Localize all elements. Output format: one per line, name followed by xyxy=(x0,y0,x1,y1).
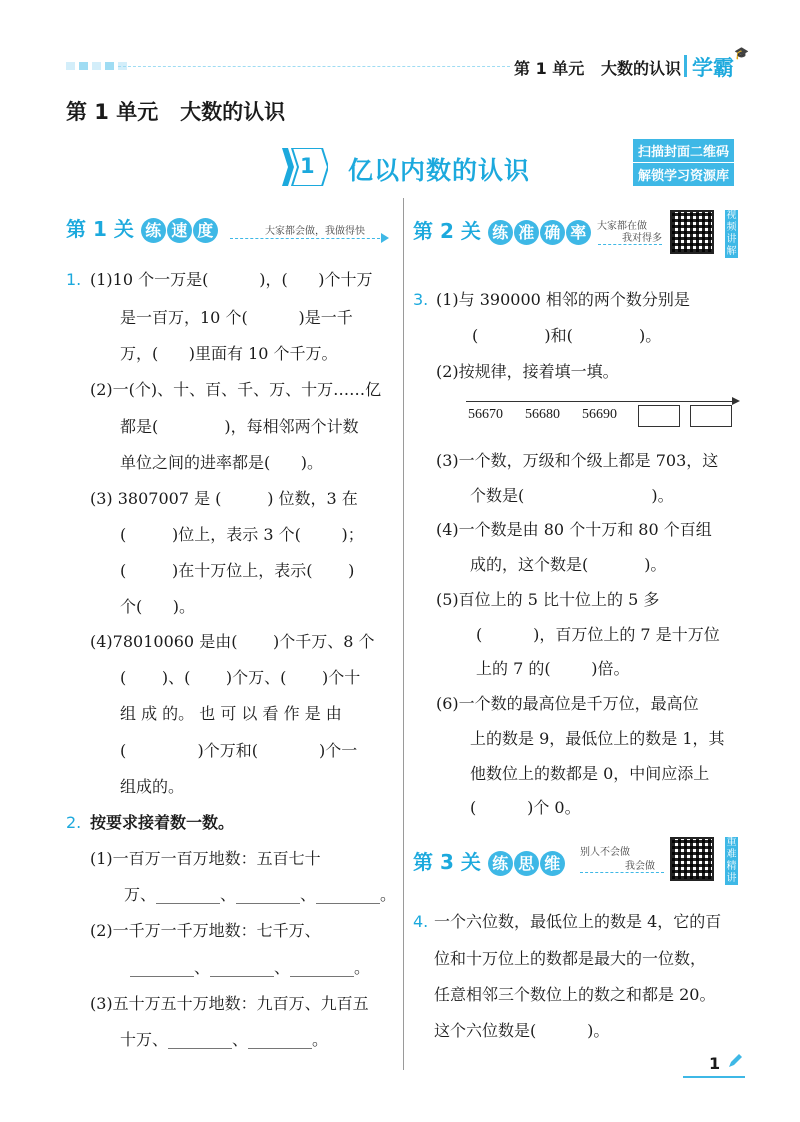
q1-line: ( )在十万位上，表示( ) xyxy=(120,561,355,580)
section-title: 亿以内数的认识 xyxy=(348,156,531,185)
q3-line: (5)百位上的 5 比十位上的 5 多 xyxy=(436,590,660,609)
level-3-tagline-2: 我会做 xyxy=(625,861,655,872)
q1-line: (4)78010060 是由( )个千万、8 个 xyxy=(90,632,375,651)
q2-line: (2)一千万一千万地数：七千万、 xyxy=(90,921,321,940)
level-1-title xyxy=(66,213,219,243)
question-number: 1. xyxy=(66,270,82,289)
q1-line: ( )、( )个万、( )个十 xyxy=(120,668,361,687)
answer-box[interactable] xyxy=(690,405,732,427)
q2-line: (1)一百万一百万地数：五百七十 xyxy=(90,849,321,868)
unit-title: 第 1 单元 大数的认识 xyxy=(66,100,286,124)
pencil-icon xyxy=(726,1052,744,1070)
q1-line: 个( )。 xyxy=(120,597,196,616)
q1-line: (3) 3807007 是 ( ) 位数，3 在 xyxy=(90,489,358,508)
answer-box[interactable] xyxy=(638,405,680,427)
q3-line: 他数位上的数都是 0，中间应添上 xyxy=(470,764,710,783)
page-number: 1 xyxy=(709,1054,721,1073)
level-1-chip: 度 xyxy=(193,218,218,243)
qr-code-icon[interactable] xyxy=(670,210,714,254)
question-number: 2. xyxy=(66,813,82,832)
level-3-title xyxy=(413,846,566,876)
level-2-tagline-2: 我对得多 xyxy=(622,233,662,244)
q1-line: (2)一(个)、十、百、千、万、十万……亿 xyxy=(90,380,382,399)
level-2-chip: 确 xyxy=(540,220,565,245)
q3-line: 个数是( )。 xyxy=(470,486,674,505)
qr-side-label-video: 视频讲解 xyxy=(726,210,737,257)
level-1-tagline: 大家都会做，我做得快 xyxy=(265,226,365,237)
q4-line: 任意相邻三个数位上的数之和都是 20。 xyxy=(434,985,716,1004)
q1-line: ( )位上，表示 3 个( )； xyxy=(120,525,364,544)
q1-line: 是一百万，10 个( )是一千 xyxy=(120,308,353,327)
q3-line: ( )个 0。 xyxy=(470,798,581,817)
q3-line: (4)一个数是由 80 个十万和 80 个百组 xyxy=(436,520,712,539)
level-2-chip: 练 xyxy=(488,220,513,245)
number-line-arrowhead xyxy=(732,397,740,405)
number-line-label: 56690 xyxy=(582,407,617,422)
column-divider xyxy=(403,198,404,1070)
q3-line: (1)与 390000 相邻的两个数分别是 xyxy=(436,290,690,309)
level-1-chip: 速 xyxy=(167,218,192,243)
level-1-dashed-rule xyxy=(230,238,380,239)
level-2-prefix: 第 2 关 xyxy=(413,219,481,243)
brand-logo: 学霸 xyxy=(692,56,734,80)
q3-line: ( )，百万位上的 7 是十万位 xyxy=(476,625,720,644)
q2-line: (3)五十万五十万地数：九百万、九百五 xyxy=(90,994,369,1013)
q3-line: 上的数是 9，最低位上的数是 1，其 xyxy=(470,729,725,748)
q1-line: 组 成 的。 也 可 以 看 作 是 由 xyxy=(120,704,342,723)
level-3-chip: 思 xyxy=(514,851,539,876)
level-2-chip: 率 xyxy=(566,220,591,245)
q4-line: 位和十万位上的数都是最大的一位数， xyxy=(434,949,707,968)
q3-line: ( )和( )。 xyxy=(472,326,662,345)
qr-side-label-lesson: 重难精讲 xyxy=(726,837,737,884)
q3-line: (2)按规律，接着填一填。 xyxy=(436,362,619,381)
q3-line: (6)一个数的最高位是千万位，最高位 xyxy=(436,694,699,713)
header-divider xyxy=(684,55,687,77)
graduation-cap-icon: 🎓 xyxy=(734,46,749,60)
q3-line: (3)一个数，万级和个级上都是 703，这 xyxy=(436,451,719,470)
qr-tag-unlock: 解锁学习资源库 xyxy=(633,163,734,186)
q1-line: (1)10 个一万是( )，( )个十万 xyxy=(90,270,373,289)
q1-line: 万，( )里面有 10 个千万。 xyxy=(120,344,338,363)
level-2-tagline-1: 大家都在做 xyxy=(597,221,647,232)
header-dashed-line xyxy=(118,66,510,67)
q3-line: 上的 7 的( )倍。 xyxy=(476,659,630,678)
qr-tag-scan: 扫描封面二维码 xyxy=(633,139,734,162)
q2-line: ________、________、________。 xyxy=(130,958,371,977)
q1-line: 都是( )，每相邻两个计数 xyxy=(120,417,359,436)
level-3-prefix: 第 3 关 xyxy=(413,850,481,874)
running-header: 第 1 单元 大数的认识 xyxy=(514,59,681,78)
level-2-dashed-rule xyxy=(598,244,662,245)
q3-line: 成的，这个数是( )。 xyxy=(470,555,667,574)
level-3-chip: 练 xyxy=(488,851,513,876)
level-3-dashed-rule xyxy=(580,872,664,873)
level-2-title xyxy=(413,215,592,245)
q2-line: 十万、________、________。 xyxy=(120,1030,329,1049)
level-3-chip: 维 xyxy=(540,851,565,876)
qr-code-icon[interactable] xyxy=(670,837,714,881)
number-line-label: 56680 xyxy=(525,407,560,422)
q4-line: 这个六位数是( )。 xyxy=(434,1021,610,1040)
level-1-chip: 练 xyxy=(141,218,166,243)
arrow-right-icon xyxy=(381,233,389,243)
level-3-tagline-1: 别人不会做 xyxy=(580,847,630,858)
page-footer-rule xyxy=(683,1076,745,1078)
number-line-label: 56670 xyxy=(468,407,503,422)
question-number: 3. xyxy=(413,290,429,309)
q1-line: 单位之间的进率都是( )。 xyxy=(120,453,324,472)
section-number: 1 xyxy=(300,154,315,178)
q1-line: 组成的。 xyxy=(120,777,185,796)
q4-line: 一个六位数，最低位上的数是 4，它的百 xyxy=(434,912,722,931)
q2-title: 按要求接着数一数。 xyxy=(90,813,235,832)
level-2-chip: 准 xyxy=(514,220,539,245)
number-line-axis xyxy=(466,401,734,402)
level-1-prefix: 第 1 关 xyxy=(66,217,134,241)
q2-line: 万、________、________、________。 xyxy=(124,885,397,904)
question-number: 4. xyxy=(413,912,429,931)
q1-line: ( )个万和( )个一 xyxy=(120,741,358,760)
